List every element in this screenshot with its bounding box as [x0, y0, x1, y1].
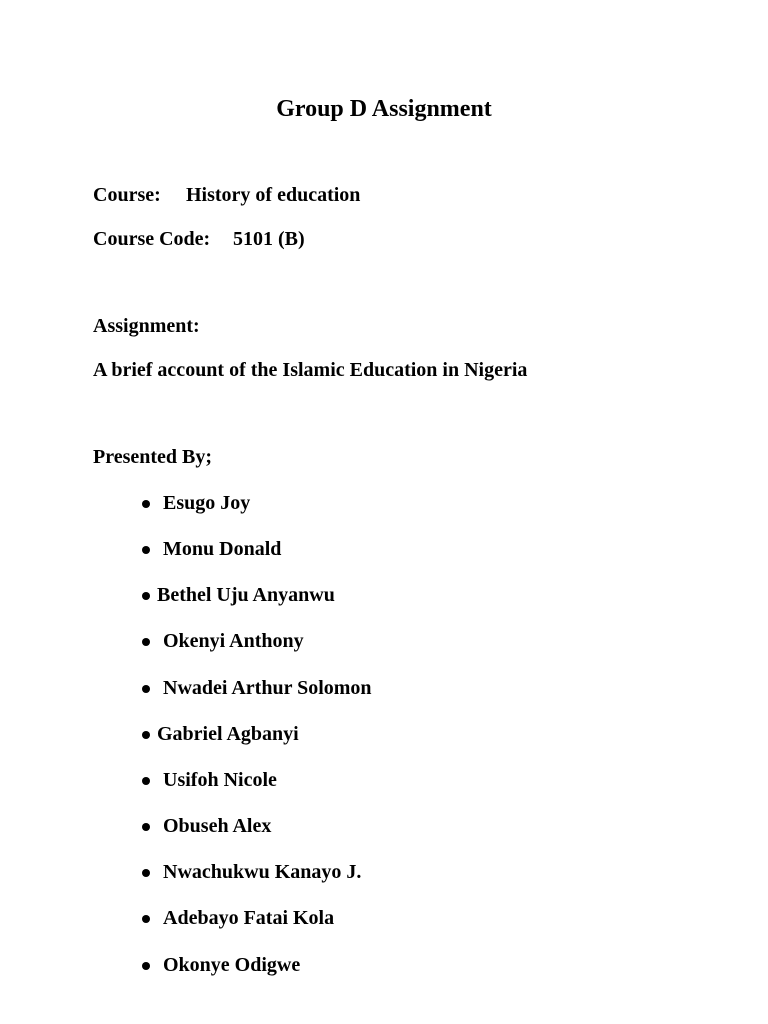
course-label: Course: [93, 184, 161, 206]
member-name: Obuseh Alex [163, 815, 272, 837]
member-name: Usifoh Nicole [163, 769, 277, 791]
bullet-icon [142, 823, 150, 831]
member-name: Okenyi Anthony [163, 630, 304, 652]
course-code-value: 5101 (B) [233, 228, 305, 250]
bullet-icon [142, 546, 150, 554]
member-name: Bethel Uju Anyanwu [157, 584, 335, 606]
member-name: Okonye Odigwe [163, 954, 301, 976]
bullet-icon [142, 685, 150, 693]
bullet-icon [142, 638, 150, 646]
member-name: Monu Donald [163, 538, 282, 560]
course-code-label: Course Code: [93, 228, 211, 250]
bullet-icon [142, 869, 150, 877]
member-name: Gabriel Agbanyi [157, 723, 299, 745]
member-name: Nwachukwu Kanayo J. [163, 861, 362, 883]
bullet-icon [142, 962, 150, 970]
bullet-icon [142, 777, 150, 785]
bullet-icon [142, 915, 150, 923]
bullet-icon [142, 731, 150, 739]
bullet-icon [142, 592, 150, 600]
course-value: History of education [186, 184, 361, 206]
assignment-topic: A brief account of the Islamic Education in Nigeria [93, 359, 528, 381]
member-name: Nwadei Arthur Solomon [163, 677, 372, 699]
presented-by-label: Presented By; [93, 446, 213, 468]
page-title: Group D Assignment [276, 96, 492, 122]
bullet-icon [142, 500, 150, 508]
assignment-label: Assignment: [93, 315, 200, 337]
member-name: Esugo Joy [163, 492, 251, 514]
member-name: Adebayo Fatai Kola [163, 907, 335, 929]
